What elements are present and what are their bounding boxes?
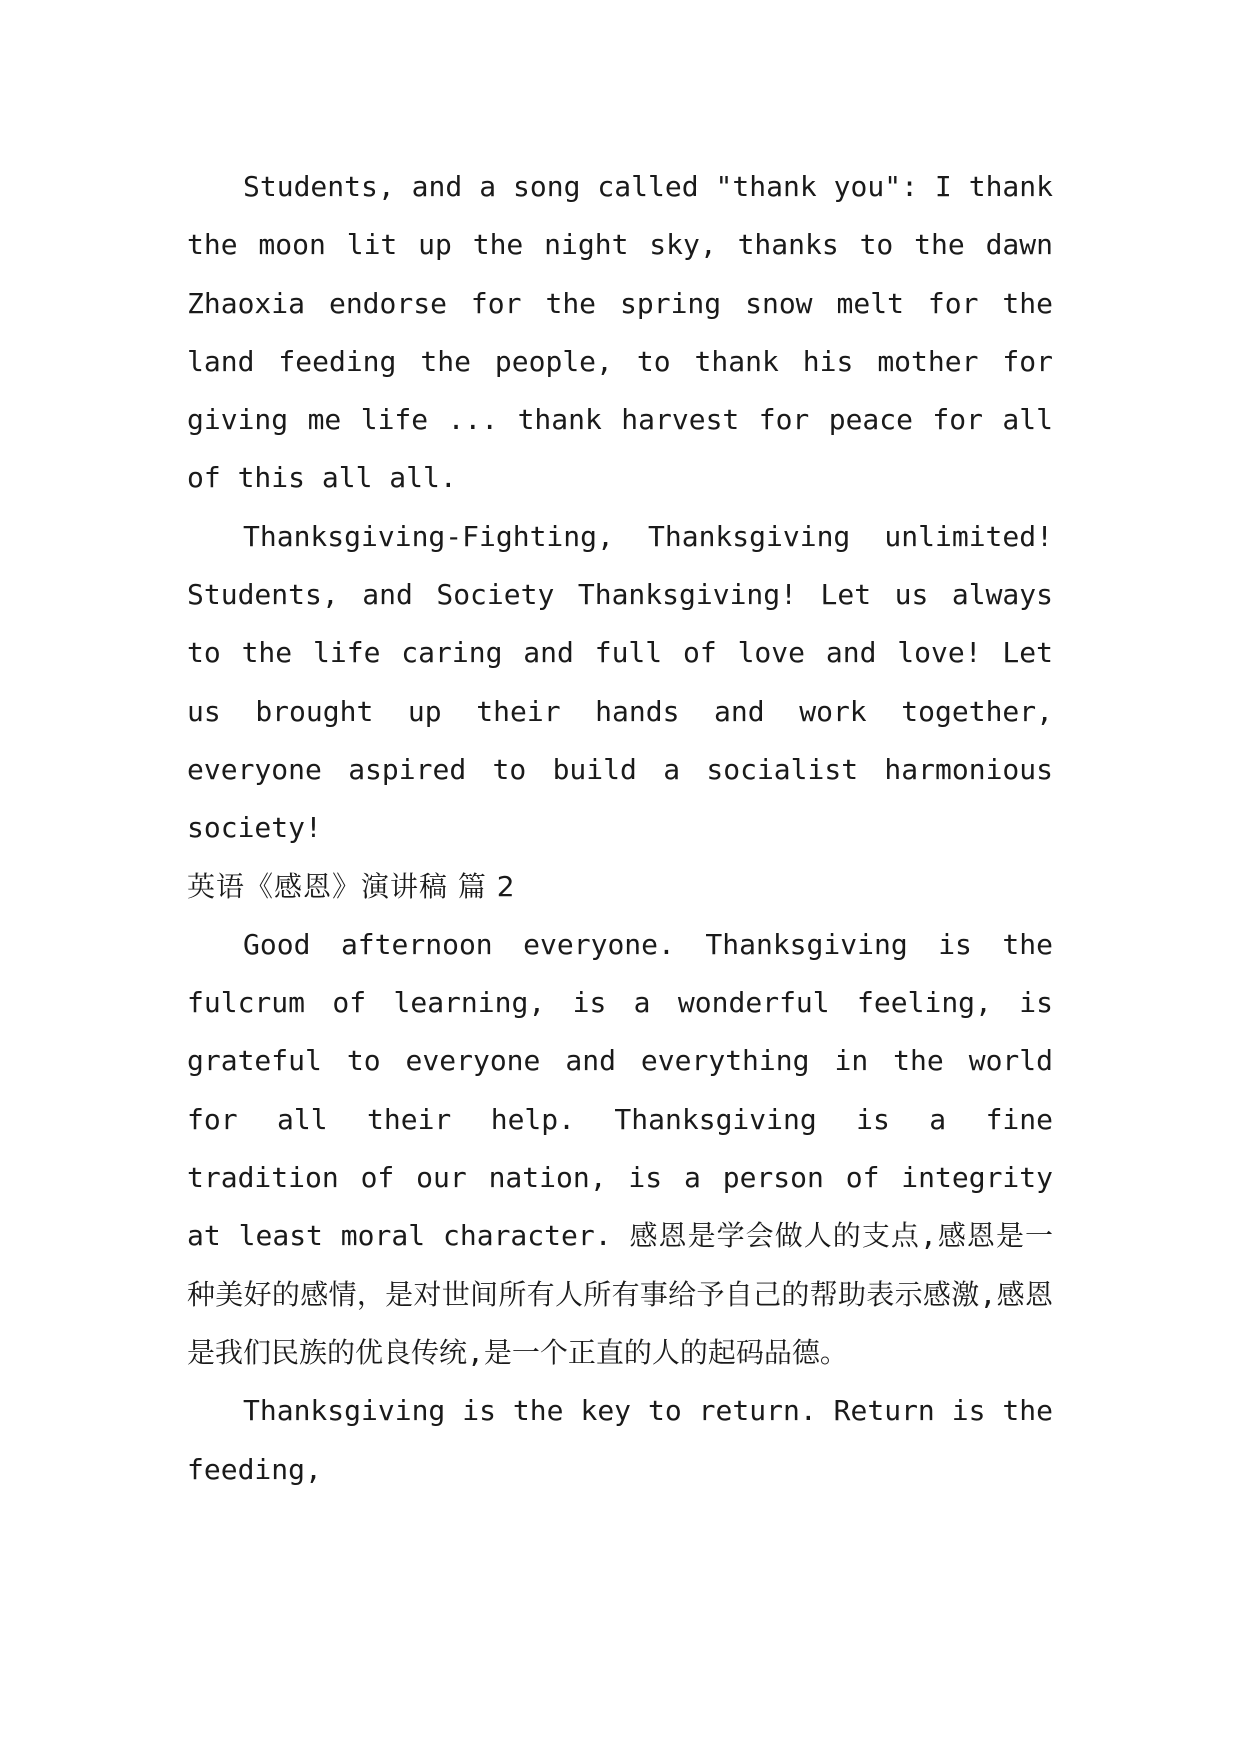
document-body — [187, 158, 1053, 1499]
section-heading: 英语《感恩》演讲稿 篇 2 — [187, 869, 516, 903]
paragraph-thank-you-song: Students, and a song called "thank you": I thank the moon lit up the night sky, thanks to the dawn Zhaoxia endorse for the spring snow melt for the land feeding the people, to thank his mother for giving me life ... thank harvest for peace for all of this all all. — [187, 170, 1053, 495]
paragraph-thanksgiving-fighting: Thanksgiving-Fighting, Thanksgiving unlimited! Students, and Society Thanksgiving! Let us always to the life caring and full of love and love! Let us brought up their hands and work together, everyone aspired to build a socialist harmonious society! — [187, 519, 1053, 845]
paragraph-good-afternoon: Good afternoon everyone. Thanksgiving is the fulcrum of learning, is a wonderful feeling, is grateful to everyone and everything in the world for all their help. Thanksgiving is a fine tradition of our nation, is a person of integrity at least moral character. 感恩是学会做人的支点,感恩是一种美好的感情，是对世间所有人所有事给予自己的帮助表示感激,感恩是我们民族的优良传统,是一个正直的人的起码品德。 — [187, 927, 1053, 1369]
paragraph-key-to-return: Thanksgiving is the key to return. Return is the feeding, — [187, 1394, 1053, 1486]
